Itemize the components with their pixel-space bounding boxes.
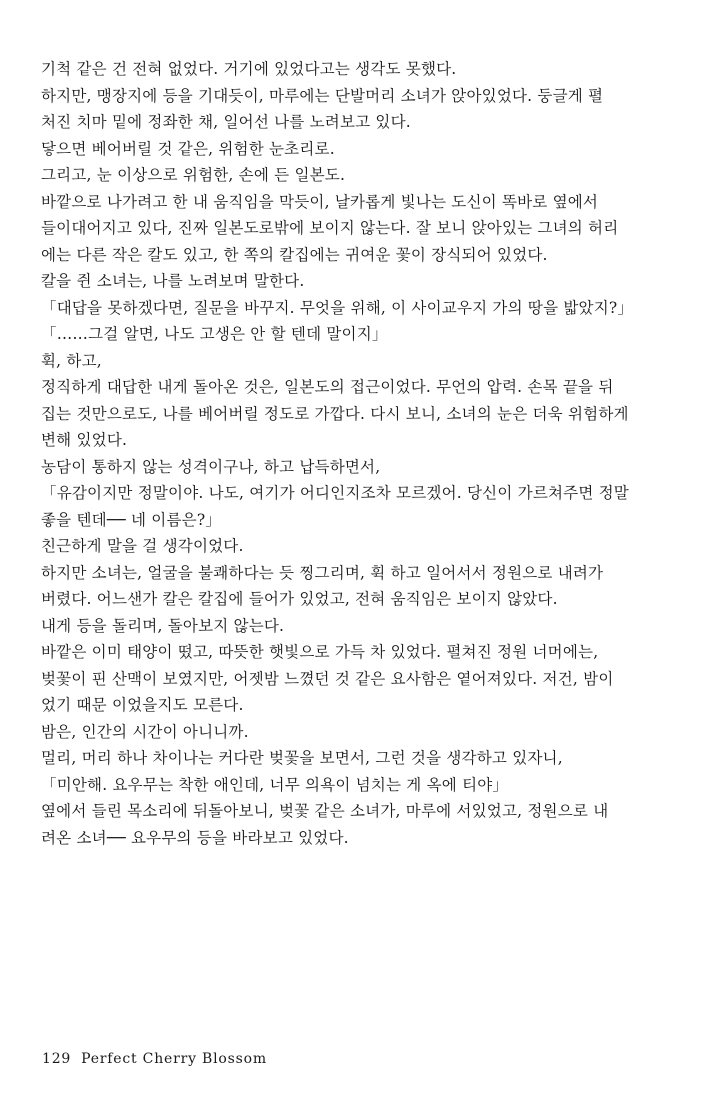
text-line: 칼을 쥔 소녀는, 나를 노려보며 말한다. — [41, 272, 305, 290]
text-line: 바깥은 이미 태양이 떴고, 따뜻한 햇빛으로 가득 차 있었다. 펼쳐진 정원 너머에는, — [41, 643, 599, 661]
text-line: 밤은, 인간의 시간이 아니니까. — [41, 722, 249, 741]
text-line: 집는 것만으로도, 나를 베어버릴 정도로 가깝다. 다시 보니, 소녀의 눈은 더욱 위험하게 — [41, 404, 629, 423]
text-line: 좋을 텐데── 네 이름은?」 — [41, 510, 222, 529]
text-line: 멀리, 머리 하나 차이나는 커다란 벚꽃을 보면서, 그런 것을 생각하고 있자니, — [41, 749, 563, 767]
text-line: 「유감이지만 정말이야. 나도, 여기가 어디인지조차 모르겠어. 당신이 가르쳐주면 정말 — [41, 484, 629, 502]
text-line: 정직하게 대답한 내게 돌아온 것은, 일본도의 접근이었다. 무언의 압력. 손목 끝을 뒤 — [41, 378, 614, 396]
text-line: 에는 다른 작은 칼도 있고, 한 쪽의 칼집에는 귀여운 꽃이 장식되어 있었다. — [41, 245, 548, 264]
text-line: 었기 때문 이었을지도 모른다. — [41, 696, 244, 714]
text-line: 려온 소녀── 요우무의 등을 바라보고 있었다. — [41, 828, 349, 847]
text-line: 기척 같은 건 전혀 없었다. 거기에 있었다고는 생각도 못했다. — [41, 60, 457, 78]
text-line: 벚꽃이 핀 산맥이 보였지만, 어젯밤 느꼈던 것 같은 요사함은 옅어져있다. 저건, 밤이 — [41, 669, 614, 688]
text-line: 「……그걸 알면, 나도 고생은 안 할 텐데 말이지」 — [41, 325, 388, 343]
page-number: 129 — [42, 1051, 72, 1067]
text-line: 「대답을 못하겠다면, 질문을 바꾸지. 무엇을 위해, 이 사이교우지 가의 땅을 밟았지?」 — [41, 298, 634, 317]
body-text — [41, 56, 689, 851]
text-line: 버렸다. 어느샌가 칼은 칼집에 들어가 있었고, 전혀 움직임은 보이지 않았다. — [41, 590, 558, 608]
text-line: 처진 치마 밑에 정좌한 채, 일어선 나를 노려보고 있다. — [41, 113, 411, 131]
text-line: 그리고, 눈 이상으로 위험한, 손에 든 일본도. — [41, 166, 346, 184]
text-line: 변해 있었다. — [41, 431, 128, 449]
text-line: 하지만 소녀는, 얼굴을 불쾌하다는 듯 찡그리며, 휙 하고 일어서서 정원으로 내려가 — [41, 563, 604, 582]
text-line: 들이대어지고 있다, 진짜 일본도로밖에 보이지 않는다. 잘 보니 앉아있는 그녀의 허리 — [41, 219, 619, 237]
text-line: 친근하게 말을 걸 생각이었다. — [41, 537, 244, 555]
page-footer — [42, 1051, 267, 1067]
text-line: 농담이 통하지 않는 성격이구나, 하고 납득하면서, — [41, 457, 381, 476]
text-line: 「미안해. 요우무는 착한 애인데, 너무 의욕이 넘치는 게 옥에 티야」 — [41, 775, 509, 794]
text-line: 바깥으로 나가려고 한 내 움직임을 막듯이, 날카롭게 빛나는 도신이 똑바로 옆에서 — [41, 192, 599, 211]
text-line: 닿으면 베어버릴 것 같은, 위험한 눈초리로. — [41, 139, 335, 158]
text-line: 옆에서 들린 목소리에 뒤돌아보니, 벚꽃 같은 소녀가, 마루에 서있었고, 정원으로 내 — [41, 802, 609, 820]
text-line: 휙, 하고, — [41, 351, 102, 370]
text-line: 내게 등을 돌리며, 돌아보지 않는다. — [41, 616, 285, 635]
book-title: Perfect Cherry Blossom — [81, 1051, 267, 1067]
text-line: 하지만, 맹장지에 등을 기대듯이, 마루에는 단발머리 소녀가 앉아있었다. 둥글게 펼 — [41, 86, 604, 105]
